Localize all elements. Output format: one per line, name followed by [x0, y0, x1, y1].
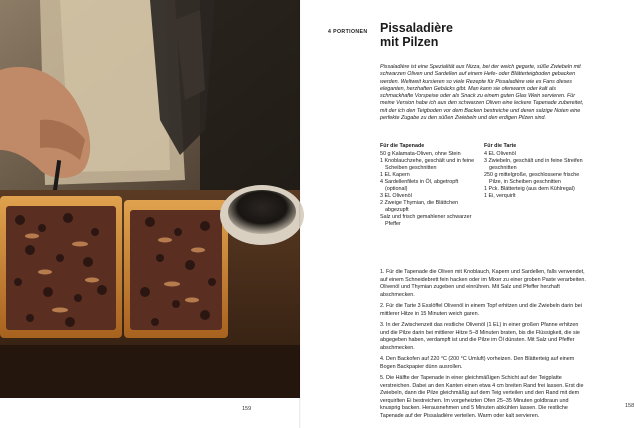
- recipe-step: 5. Die Hälfte der Tapenade in einer gleichmäßigen Schicht auf der Teigplatte verstreichen. Dabei an den Kanten einen etwa 4 cm breiten Rand frei lassen. Erst die Zwiebeln, dann die Pilze gleichmäßig auf dem Teig verteilen und den Rand mit dem verquirlten Ei bestreichen. Im vorgeheizten Ofen 25–35 Minuten goldbraun und knusprig backen. Herausnehmen und 5 Minuten abkühlen lassen. Die restliche Tapenade auf der Pissaladière verteilen. Warm oder kalt servieren.: [380, 375, 584, 419]
- ingredient-item: Salz und frisch gemahlener schwarzer Pfeffer: [380, 213, 472, 227]
- ingredient-item: 50 g Kalamata-Oliven, ohne Stein: [380, 150, 461, 157]
- photo-illustration: [0, 0, 300, 398]
- ingredient-item: 1 Knoblauchzehe, geschält und in feine Scheiben geschnitten: [380, 157, 475, 171]
- recipe-title: [380, 22, 453, 49]
- ingredient-item: 1 EL Kapern: [380, 171, 410, 178]
- ingredient-item: 1 Pck. Blätterteig (aus dem Kühlregal): [484, 185, 575, 192]
- ingredient-item: 1 Ei, verquirlt: [484, 192, 516, 199]
- portions-label: 4 PORTIONEN: [328, 29, 368, 35]
- recipe-intro: Pissaladière ist eine Spezialität aus Nizza, bei der weich gegarte, süße Zwiebeln mit schwarzen Oliven und Sardellen auf einem Hefe- oder Blätterteigboden gebacken werden. Weltweit kursieren so viele Rezepte für Pissaladière wie es Fans dieses eleganten, herzhaften Gebäcks gibt. Man kann sie ofenwarm oder kalt als schmackhafte Vorspeise oder als Snack zu einem guten Glas Wein servieren. Für meine Version habe ich aus den schwarzen Oliven eine leckere Tapenade zubereitet, mit der ich den Teigboden vor dem Backen bestreiche und deren salzige Noten eine perfekte Zugabe zu den süßen Zwiebeln und den erdigen Pilzen sind.: [380, 64, 584, 122]
- left-page: [0, 0, 300, 428]
- ingredient-item: 3 Zwiebeln, geschält und in feine Streifen geschnitten: [484, 157, 583, 171]
- ingredient-item: 3 EL Olivenöl: [380, 192, 412, 199]
- ingredient-item: 4 Sardellenfilets in Öl, abgetropft (optional): [380, 178, 459, 192]
- recipe-title-line2: mit Pilzen: [380, 34, 439, 49]
- ingredients-heading: Für die Tarte: [484, 143, 517, 149]
- page-number-right: 158: [625, 403, 634, 409]
- ingredient-item: 4 EL Olivenöl: [484, 150, 516, 157]
- recipe-steps: [380, 269, 588, 424]
- page-number-left: 159: [242, 406, 252, 412]
- ingredients-tapenade: [380, 143, 482, 228]
- recipe-step: 4. Den Backofen auf 220 °C (200 °C Umluft) vorheizen. Den Blätterteig auf einem Bogen Backpapier dünn ausrollen.: [380, 356, 575, 370]
- recipe-title-line1: Pissaladière: [380, 21, 453, 35]
- ingredients-tarte: [484, 143, 584, 200]
- pissaladiere-photo: [0, 0, 300, 398]
- right-page: [300, 0, 634, 428]
- recipe-step: 1. Für die Tapenade die Oliven mit Knoblauch, Kapern und Sardellen, falls verwendet, auf einem Schneidebrett fein hacken oder im Mixer zu einer groben Paste verarbeiten. Olivenöl und Thymian zugeben und einrühren. Mit Salz und Pfeffer herzhaft abschmecken.: [380, 269, 586, 298]
- ingredient-item: 2 Zweige Thymian, die Blättchen abgezupft: [380, 199, 459, 213]
- recipe-step: 2. Für die Tarte 3 Esslöffel Olivenöl in einem Topf erhitzen und die Zwiebeln darin bei mittlerer Hitze in 15 Minuten weich garen.: [380, 303, 582, 317]
- ingredient-item: 250 g mittelgroße, geschlossene frische Pilze, in Scheiben geschnitten: [484, 171, 580, 185]
- recipe-step: 3. In der Zwischenzeit das restliche Olivenöl (1 EL) in einer großen Pfanne erhitzen und die Pilze darin bei mittlerer Hitze 5–8 Minuten braten, bis die Flüssigkeit, die sie abgegeben haben, verdampft ist und die Pilze im Öl dünsten. Mit Salz und Pfeffer abschmecken.: [380, 322, 580, 351]
- ingredients-heading: Für die Tapenade: [380, 143, 425, 149]
